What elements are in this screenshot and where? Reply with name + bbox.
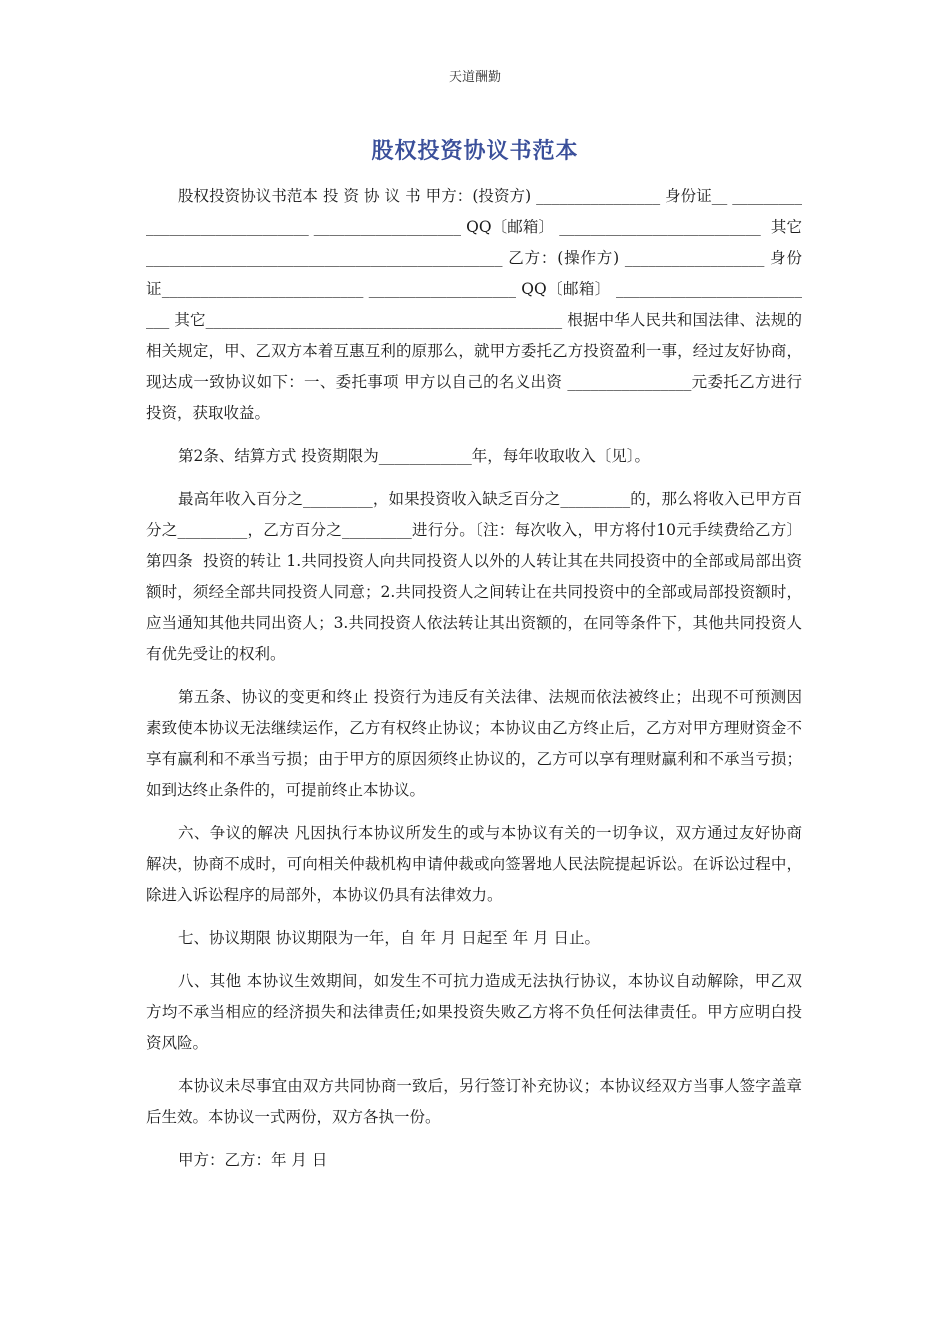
paragraph-signatures: 甲方：乙方：年 月 日 [178, 1151, 328, 1169]
document-body [146, 181, 802, 1176]
paragraph-settlement: 第2条、结算方式 投资期限为____________年，每年收取收入〔见〕。 [178, 447, 651, 465]
header-mark: 天道酬勤 [448, 70, 501, 85]
paragraph-income-transfer: 最高年收入百分之_________，如果投资收入缺乏百分之_________的，那么将收入已甲方百分之_________，乙方百分之_________进行分。〔注：每次收入，甲方将付10元手续费给乙方〕第四条 投资的转让 1.共同投资人向共同投资人以外的人转让其在共同投资中的全部或局部出资额时，须经全部共同投资人同意；2.共同投资人之间转让在共同投资中的全部或局部投资额时，应当通知其他共同出资人；3.共同投资人依法转让其出资额的，在同等条件下，其他共同投资人有优先受让的权利。 [146, 490, 802, 663]
paragraph-term: 七、协议期限 协议期限为一年，自 年 月 日起至 年 月 日止。 [178, 929, 600, 947]
document-title: 股权投资协议书范本 [371, 139, 579, 164]
paragraph-supplement: 本协议未尽事宜由双方共同协商一致后，另行签订补充协议；本协议经双方当事人签字盖章后生效。本协议一式两份，双方各执一份。 [146, 1077, 802, 1126]
paragraph-dispute-resolution: 六、争议的解决 凡因执行本协议所发生的或与本协议有关的一切争议，双方通过友好协商解决，协商不成时，可向相关仲裁机构申请仲裁或向签署地人民法院提起诉讼。在诉讼过程中，除进入诉讼程序的局部外，本协议仍具有法律效力。 [146, 824, 802, 904]
paragraph-change-termination: 第五条、协议的变更和终止 投资行为违反有关法律、法规而依法被终止；出现不可预测因素致使本协议无法继续运作，乙方有权终止协议；本协议由乙方终止后，乙方对甲方理财资金不享有赢利和不承当亏损；由于甲方的原因须终止协议的，乙方可以享有理财赢利和不承当亏损；如到达终止条件的，可提前终止本协议。 [146, 688, 802, 799]
paragraph-parties: 股权投资协议书范本 投 资 协 议 书 甲方：(投资方) ________________ 身份证__ ______________________________ ___________________ QQ〔邮箱〕 __________________________ 其它______________________________________________ 乙方：(操作方) __________________ 身份证__________________________ ___________________ QQ〔邮箱〕 ___________________________ 其它______________________________________________ 根据中华人民共和国法律、法规的相关规定，甲、乙双方本着互惠互利的原那么，就甲方委托乙方投资盈利一事，经过友好协商，现达成一致协议如下：一、委托事项 甲方以自己的名义出资 ________________元委托乙方进行投资，获取收益。 [146, 187, 802, 422]
paragraph-other: 八、其他 本协议生效期间，如发生不可抗力造成无法执行协议，本协议自动解除，甲乙双方均不承当相应的经济损失和法律责任;如果投资失败乙方将不负任何法律责任。甲方应明白投资风险。 [146, 972, 802, 1052]
